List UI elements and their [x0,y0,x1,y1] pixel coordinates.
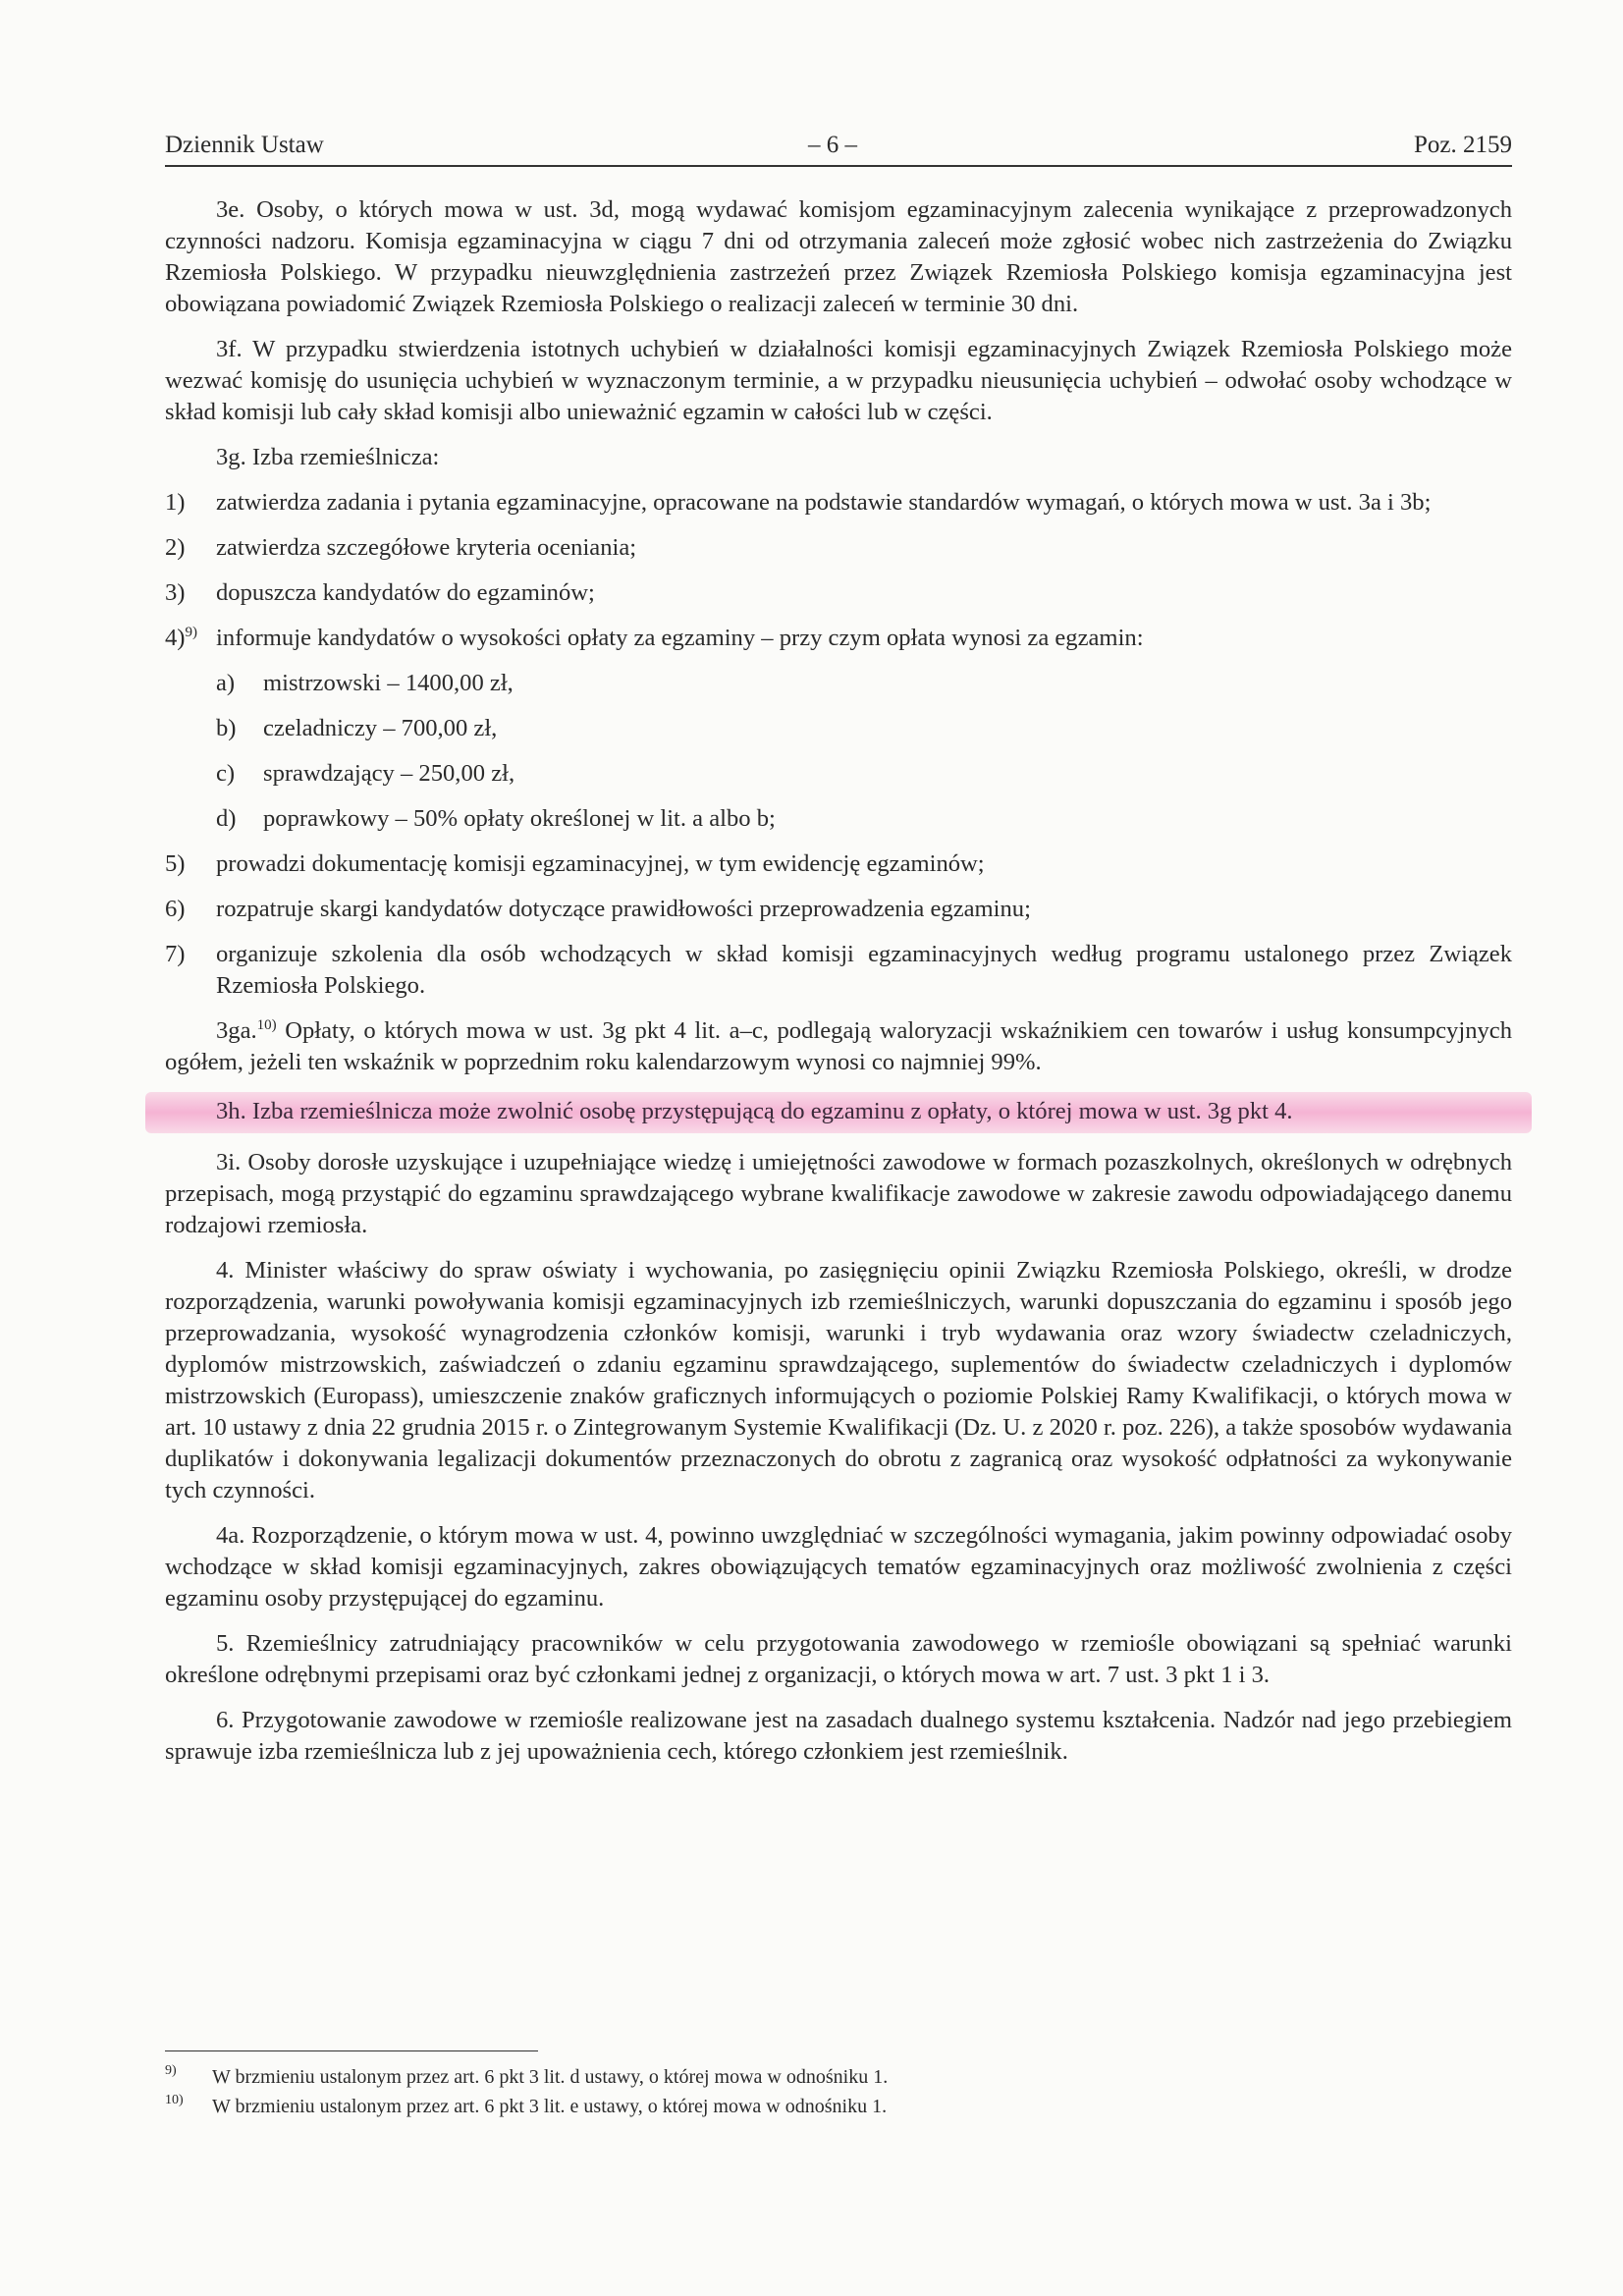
footnote [165,2062,1512,2092]
sub-item-letter: b) [216,715,237,741]
list-item-text: informuje kandydatów o wysokości opłaty za egzaminy – przy czym opłata wynosi za egzamin: [216,625,1144,651]
paragraph-5: 5. Rzemieślnicy zatrudniający pracowników w celu przygotowania zawodowego w rzemiośle obowiązani są spełniać warunki określone odrębnymi przepisami oraz być członkami jednej z organizacji, o których mowa w art. 7 ust. 3 pkt 1 i 3. [165,1630,1512,1688]
list-item-number: 2) [165,534,186,561]
list-item [165,848,1512,880]
paragraph-3g: 3g. Izba rzemieślnicza: [216,444,440,470]
sub-item-text: mistrzowski – 1400,00 zł, [263,670,514,696]
list-item [165,894,1512,925]
list-item [165,939,1512,1002]
paragraph-6: 6. Przygotowanie zawodowe w rzemiośle realizowane jest na zasadach dualnego systemu kształcenia. Nadzór nad jego przebiegiem sprawuje izba rzemieślnicza lub z jej upoważnienia cech, którego członkiem jest rzemieślnik. [165,1707,1512,1765]
journal-title: Dziennik Ustaw [165,132,324,158]
sub-list-item [165,758,1512,790]
sub-list-item [165,668,1512,699]
footnote-ref: 9) [185,624,197,640]
sub-item-letter: a) [216,670,236,696]
footnote-text: W brzmieniu ustalonym przez art. 6 pkt 3 lit. e ustawy, o której mowa w odnośniku 1. [212,2096,888,2117]
document-body [165,194,1512,1781]
paragraph-3i: 3i. Osoby dorosłe uzyskujące i uzupełniające wiedzę i umiejętności zawodowe w formach pozaszkolnych, określonych w odrębnych przepisach, mogą przystąpić do egzaminu sprawdzającego wybrane kwalifikacje zawodowe w zakresie zawodu odpowiadającego danemu rodzajowi rzemiosła. [165,1149,1512,1238]
paragraph-4: 4. Minister właściwy do spraw oświaty i wychowania, po zasięgnięciu opinii Związku Rzemiosła Polskiego, określi, w drodze rozporządzenia, warunki powoływania komisji egzaminacyjnych izb rzemieślniczych, warunki dopuszczania do egzaminu i sposób jego przeprowadzania, wysokość wynagrodzenia członków komisji, warunki i tryb wydawania oraz wzory świadectw czeladniczych, dyplomów mistrzowskich, zaświadczeń o zdaniu egzaminu sprawdzającego, suplementów do świadectw czeladniczych i dyplomów mistrzowskich (Europass), umieszczenie znaków graficznych informujących o poziomie Polskiej Ramy Kwalifikacji, o których mowa w art. 10 ustawy z dnia 22 grudnia 2015 r. o Zintegrowanym Systemie Kwalifikacji (Dz. U. z 2020 r. poz. 226), a także sposobów wydawania duplikatów i dokonywania legalizacji dokumentów przeznaczonych do obrotu z zagranicą oraz wysokość odpłatności za wykonywanie tych czynności. [165,1257,1512,1503]
list-item-number: 6) [165,896,186,922]
paragraph-3ga: 3ga.$^{10)}$ Opłaty, o których mowa w ust. 3g pkt 4 lit. a–c, podlegają waloryzacji wskaźnikiem cen towarów i usług konsumpcyjnych ogółem, jeżeli ten wskaźnik w poprzednim roku kalendarzowym wynosi co najmniej 99%. [165,1016,1512,1075]
list-item [165,577,1512,609]
sub-item-text: sprawdzający – 250,00 zł, [263,760,515,787]
footnote-number: 10) [165,2093,184,2107]
footnotes [165,2062,1512,2121]
paragraph-3f: 3f. W przypadku stwierdzenia istotnych uchybień w działalności komisji egzaminacyjnych Związek Rzemiosła Polskiego może wezwać komisję do usunięcia uchybień w wyznaczonym terminie, a w przypadku nieusunięcia uchybień – odwołać osoby wchodzące w skład komisji lub cały skład komisji albo unieważnić egzamin w całości lub w części. [165,336,1512,425]
list-item-text: rozpatruje skargi kandydatów dotyczące prawidłowości przeprowadzenia egzaminu; [216,896,1031,922]
list-item-text: zatwierdza zadania i pytania egzaminacyjne, opracowane na podstawie standardów wymagań, o których mowa w ust. 3a i 3b; [216,489,1432,516]
sub-item-letter: c) [216,760,236,787]
paragraph-4a: 4a. Rozporządzenie, o którym mowa w ust. 4, powinno uwzględniać w szczególności wymagania, jakim powinny odpowiadać osoby wchodzące w skład komisji egzaminacyjnych, zakres obowiązujących tematów egzaminacyjnych oraz możliwość zwolnienia z części egzaminu osoby przystępującej do egzaminu. [165,1522,1512,1612]
sub-item-text: poprawkowy – 50% opłaty określonej w lit. a albo b; [263,805,776,832]
sub-item-letter: d) [216,805,237,832]
list-item [165,487,1512,519]
list-item-text: dopuszcza kandydatów do egzaminów; [216,579,595,606]
paragraph-3e: 3e. Osoby, o których mowa w ust. 3d, mogą wydawać komisjom egzaminacyjnym zalecenia wynikające z przeprowadzonych czynności nadzoru. Komisja egzaminacyjna w ciągu 7 dni od otrzymania zaleceń może zgłosić wobec nich zastrzeżenia do Związku Rzemiosła Polskiego. W przypadku nieuwzględnienia zastrzeżeń przez Związek Rzemiosła Polskiego komisja egzaminacyjna jest obowiązana powiadomić Związek Rzemiosła Polskiego o realizacji zaleceń w terminie 30 dni. [165,196,1512,317]
highlighted-paragraph-3h: 3h. Izba rzemieślnicza może zwolnić osobę przystępującą do egzaminu z opłaty, o której mowa w ust. 3g pkt 4. [145,1092,1532,1133]
list-item-number: 4)$^{9)}$ [165,624,197,651]
list-item [165,623,1512,654]
list-item-number: 1) [165,489,186,516]
position-number: Poz. 2159 [1414,132,1512,158]
list-item-text: zatwierdza szczegółowe kryteria oceniania; [216,534,637,561]
list-item-number: 5) [165,850,186,877]
footnote [165,2092,1512,2121]
page-header [165,130,1512,167]
footnote-number: 9) [165,2063,177,2078]
page-number: – 6 – [808,132,857,158]
list-item-text: organizuje szkolenia dla osób wchodzących w skład komisji egzaminacyjnych według programu ustalonego przez Związek Rzemiosła Polskiego. [216,941,1512,999]
footnote-ref: 10) [256,1016,277,1033]
list-item [165,532,1512,564]
list-item-number: 3) [165,579,186,606]
footnote-text: W brzmieniu ustalonym przez art. 6 pkt 3 lit. d ustawy, o której mowa w odnośniku 1. [212,2066,889,2088]
sub-list-item [165,803,1512,835]
list-item-number: 7) [165,941,186,967]
sub-item-text: czeladniczy – 700,00 zł, [263,715,498,741]
list-item-text: prowadzi dokumentację komisji egzaminacyjnej, w tym ewidencję egzaminów; [216,850,985,877]
footnote-divider [165,2050,538,2051]
sub-list-item [165,713,1512,744]
